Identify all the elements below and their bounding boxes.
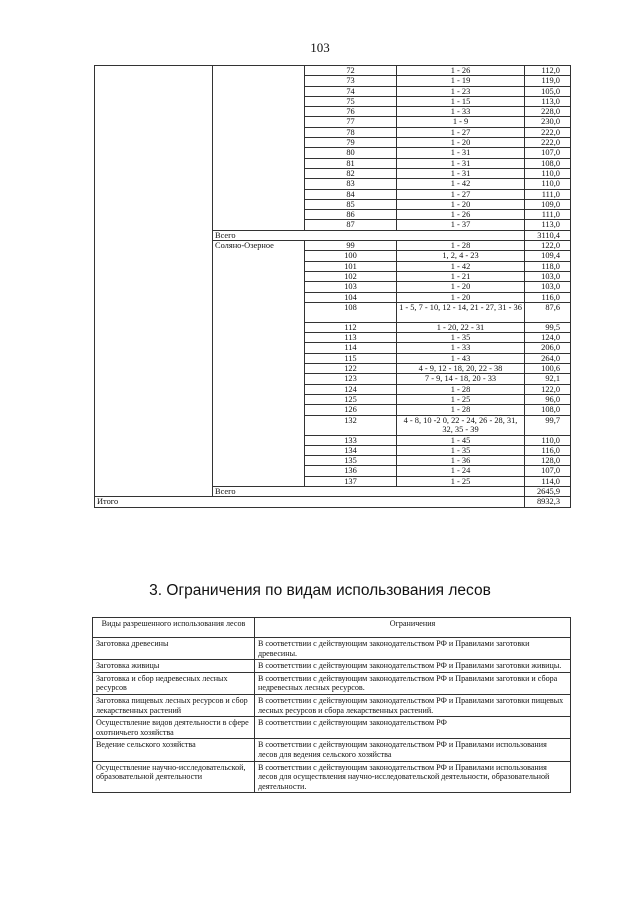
quarter-number: 75 [305, 96, 397, 106]
quarter-number: 122 [305, 364, 397, 374]
quarter-number: 104 [305, 292, 397, 302]
area-value: 124,0 [525, 333, 571, 343]
plot-range: 1 - 31 [397, 148, 525, 158]
plot-range: 1 - 15 [397, 96, 525, 106]
area-value: 110,0 [525, 435, 571, 445]
restrictions-header-row [93, 618, 571, 638]
quarter-number: 72 [305, 66, 397, 76]
area-value: 99,7 [525, 415, 571, 435]
quarter-number: 84 [305, 189, 397, 199]
section-title: 3. Ограничения по видам использования лесов [149, 582, 491, 599]
plot-range: 1 - 25 [397, 394, 525, 404]
area-value: 113,0 [525, 96, 571, 106]
area-value: 111,0 [525, 189, 571, 199]
area-value: 111,0 [525, 210, 571, 220]
plot-range: 1 - 31 [397, 168, 525, 178]
quarter-number: 112 [305, 322, 397, 332]
quarter-number: 125 [305, 394, 397, 404]
area-value: 87,6 [525, 302, 571, 322]
usage-kind: Осуществление научно-исследовательской, образовательной деятельности [93, 761, 255, 793]
area-value: 107,0 [525, 466, 571, 476]
quarter-number: 102 [305, 271, 397, 281]
quarter-number: 82 [305, 168, 397, 178]
area-value: 100,6 [525, 364, 571, 374]
plot-range: 1 - 33 [397, 107, 525, 117]
plot-range: 1 - 27 [397, 127, 525, 137]
quarter-number: 87 [305, 220, 397, 230]
plot-range: 1 - 35 [397, 445, 525, 455]
header-usage-kind: Виды разрешенного использования лесов [93, 618, 255, 638]
quarter-number: 74 [305, 86, 397, 96]
forestry-name: Солянo-Озерное [213, 241, 305, 487]
quarter-number: 83 [305, 179, 397, 189]
quarter-number: 114 [305, 343, 397, 353]
plot-range: 1 - 28 [397, 384, 525, 394]
quarter-number: 77 [305, 117, 397, 127]
plot-range: 1 - 36 [397, 456, 525, 466]
plot-range: 1 - 24 [397, 466, 525, 476]
restriction-text: В соответствии с действующим законодательством РФ и Правилами заготовки древесины. [255, 638, 571, 660]
quarter-number: 113 [305, 333, 397, 343]
plot-range: 1 - 37 [397, 220, 525, 230]
usage-kind: Заготовка древесины [93, 638, 255, 660]
quarter-number: 137 [305, 476, 397, 486]
area-value: 116,0 [525, 292, 571, 302]
table-row [93, 717, 571, 739]
plot-range: 1 - 28 [397, 241, 525, 251]
area-value: 96,0 [525, 394, 571, 404]
plot-range: 7 - 9, 14 - 18, 20 - 33 [397, 374, 525, 384]
quarter-number: 76 [305, 107, 397, 117]
area-value: 107,0 [525, 148, 571, 158]
table-row [93, 638, 571, 660]
quarter-number: 132 [305, 415, 397, 435]
quarter-number: 124 [305, 384, 397, 394]
quarter-number: 85 [305, 199, 397, 209]
total-row [95, 497, 571, 507]
plot-range: 1 - 31 [397, 158, 525, 168]
area-value: 103,0 [525, 271, 571, 281]
quarter-number: 115 [305, 353, 397, 363]
table-row [95, 66, 571, 76]
quarter-number: 81 [305, 158, 397, 168]
header-restrictions: Ограничения [255, 618, 571, 638]
quarter-number: 100 [305, 251, 397, 261]
usage-kind: Заготовка пищевых лесных ресурсов и сбор лекарственных растений [93, 694, 255, 716]
table-row [93, 660, 571, 673]
total-label: Итого [95, 497, 525, 507]
plot-range: 1 - 9 [397, 117, 525, 127]
quarter-number: 134 [305, 445, 397, 455]
table-row [93, 694, 571, 716]
area-value: 114,0 [525, 476, 571, 486]
subtotal-label: Всего [213, 230, 525, 240]
area-value: 119,0 [525, 76, 571, 86]
page-number: 103 [310, 40, 330, 55]
area-value: 109,4 [525, 251, 571, 261]
quarter-number: 86 [305, 210, 397, 220]
usage-kind: Заготовка и сбор недревесных лесных ресурсов [93, 672, 255, 694]
quarter-number: 136 [305, 466, 397, 476]
plot-range: 1 - 23 [397, 86, 525, 96]
quarter-number: 135 [305, 456, 397, 466]
plot-range: 1 - 27 [397, 189, 525, 199]
total-area: 8932,3 [525, 497, 571, 507]
area-value: 108,0 [525, 158, 571, 168]
plot-range: 1 - 5, 7 - 10, 12 - 14, 21 - 27, 31 - 36 [397, 302, 525, 322]
restriction-text: В соответствии с действующим законодательством РФ и Правилами заготовки и сбора недревесных лесных ресурсов. [255, 672, 571, 694]
area-value: 222,0 [525, 138, 571, 148]
area-value: 108,0 [525, 405, 571, 415]
area-value: 112,0 [525, 66, 571, 76]
plot-range: 1 - 28 [397, 405, 525, 415]
plot-range: 1 - 19 [397, 76, 525, 86]
usage-kind: Заготовка живицы [93, 660, 255, 673]
area-value: 103,0 [525, 282, 571, 292]
plot-range: 1 - 33 [397, 343, 525, 353]
subtotal-label: Всего [213, 486, 525, 496]
quarter-number: 123 [305, 374, 397, 384]
restriction-text: В соответствии с действующим законодательством РФ и Правилами заготовки живицы. [255, 660, 571, 673]
plot-range: 1 - 26 [397, 210, 525, 220]
restrictions-table [92, 617, 571, 793]
plot-range: 1, 2, 4 - 23 [397, 251, 525, 261]
area-value: 228,0 [525, 107, 571, 117]
quarter-number: 101 [305, 261, 397, 271]
subtotal-area: 2645,9 [525, 486, 571, 496]
area-value: 230,0 [525, 117, 571, 127]
area-value: 206,0 [525, 343, 571, 353]
plot-range: 1 - 20 [397, 282, 525, 292]
quarter-number: 73 [305, 76, 397, 86]
quarter-number: 80 [305, 148, 397, 158]
area-value: 128,0 [525, 456, 571, 466]
plot-range: 1 - 42 [397, 261, 525, 271]
quarter-area-table [94, 65, 571, 508]
plot-range: 1 - 20 [397, 292, 525, 302]
quarter-number: 126 [305, 405, 397, 415]
plot-range: 1 - 42 [397, 179, 525, 189]
area-value: 122,0 [525, 384, 571, 394]
plot-range: 1 - 35 [397, 333, 525, 343]
region-cell [95, 66, 213, 497]
plot-range: 4 - 8, 10 -2 0, 22 - 24, 26 - 28, 31, 32, 35 - 39 [397, 415, 525, 435]
area-value: 109,0 [525, 199, 571, 209]
area-value: 264,0 [525, 353, 571, 363]
quarter-number: 79 [305, 138, 397, 148]
plot-range: 1 - 25 [397, 476, 525, 486]
area-value: 99,5 [525, 322, 571, 332]
plot-range: 1 - 20 [397, 199, 525, 209]
area-value: 118,0 [525, 261, 571, 271]
restriction-text: В соответствии с действующим законодательством РФ и Правилами заготовки пищевых лесных ресурсов и сбора лекарственных растений. [255, 694, 571, 716]
area-value: 110,0 [525, 168, 571, 178]
area-value: 105,0 [525, 86, 571, 96]
area-value: 110,0 [525, 179, 571, 189]
table-row [93, 672, 571, 694]
usage-kind: Ведение сельского хозяйства [93, 739, 255, 761]
quarter-number: 78 [305, 127, 397, 137]
quarter-number: 103 [305, 282, 397, 292]
table-row [93, 739, 571, 761]
usage-kind: Осуществление видов деятельности в сфере охотничьего хозяйства [93, 717, 255, 739]
plot-range: 1 - 45 [397, 435, 525, 445]
plot-range: 1 - 20, 22 - 31 [397, 322, 525, 332]
restriction-text: В соответствии с действующим законодательством РФ и Правилами использования лесов для осуществления научно-исследовательской деятельности, образовательной деятельности. [255, 761, 571, 793]
table-row [93, 761, 571, 793]
forestry-cell [213, 66, 305, 231]
quarter-number: 99 [305, 241, 397, 251]
subtotal-area: 3110,4 [525, 230, 571, 240]
quarter-number: 133 [305, 435, 397, 445]
quarter-number: 108 [305, 302, 397, 322]
restriction-text: В соответствии с действующим законодательством РФ [255, 717, 571, 739]
area-value: 92,1 [525, 374, 571, 384]
restriction-text: В соответствии с действующим законодательством РФ и Правилами использования лесов для ведения сельского хозяйства [255, 739, 571, 761]
plot-range: 1 - 20 [397, 138, 525, 148]
plot-range: 1 - 21 [397, 271, 525, 281]
plot-range: 4 - 9, 12 - 18, 20, 22 - 38 [397, 364, 525, 374]
area-value: 113,0 [525, 220, 571, 230]
area-value: 116,0 [525, 445, 571, 455]
plot-range: 1 - 26 [397, 66, 525, 76]
area-value: 122,0 [525, 241, 571, 251]
plot-range: 1 - 43 [397, 353, 525, 363]
area-value: 222,0 [525, 127, 571, 137]
